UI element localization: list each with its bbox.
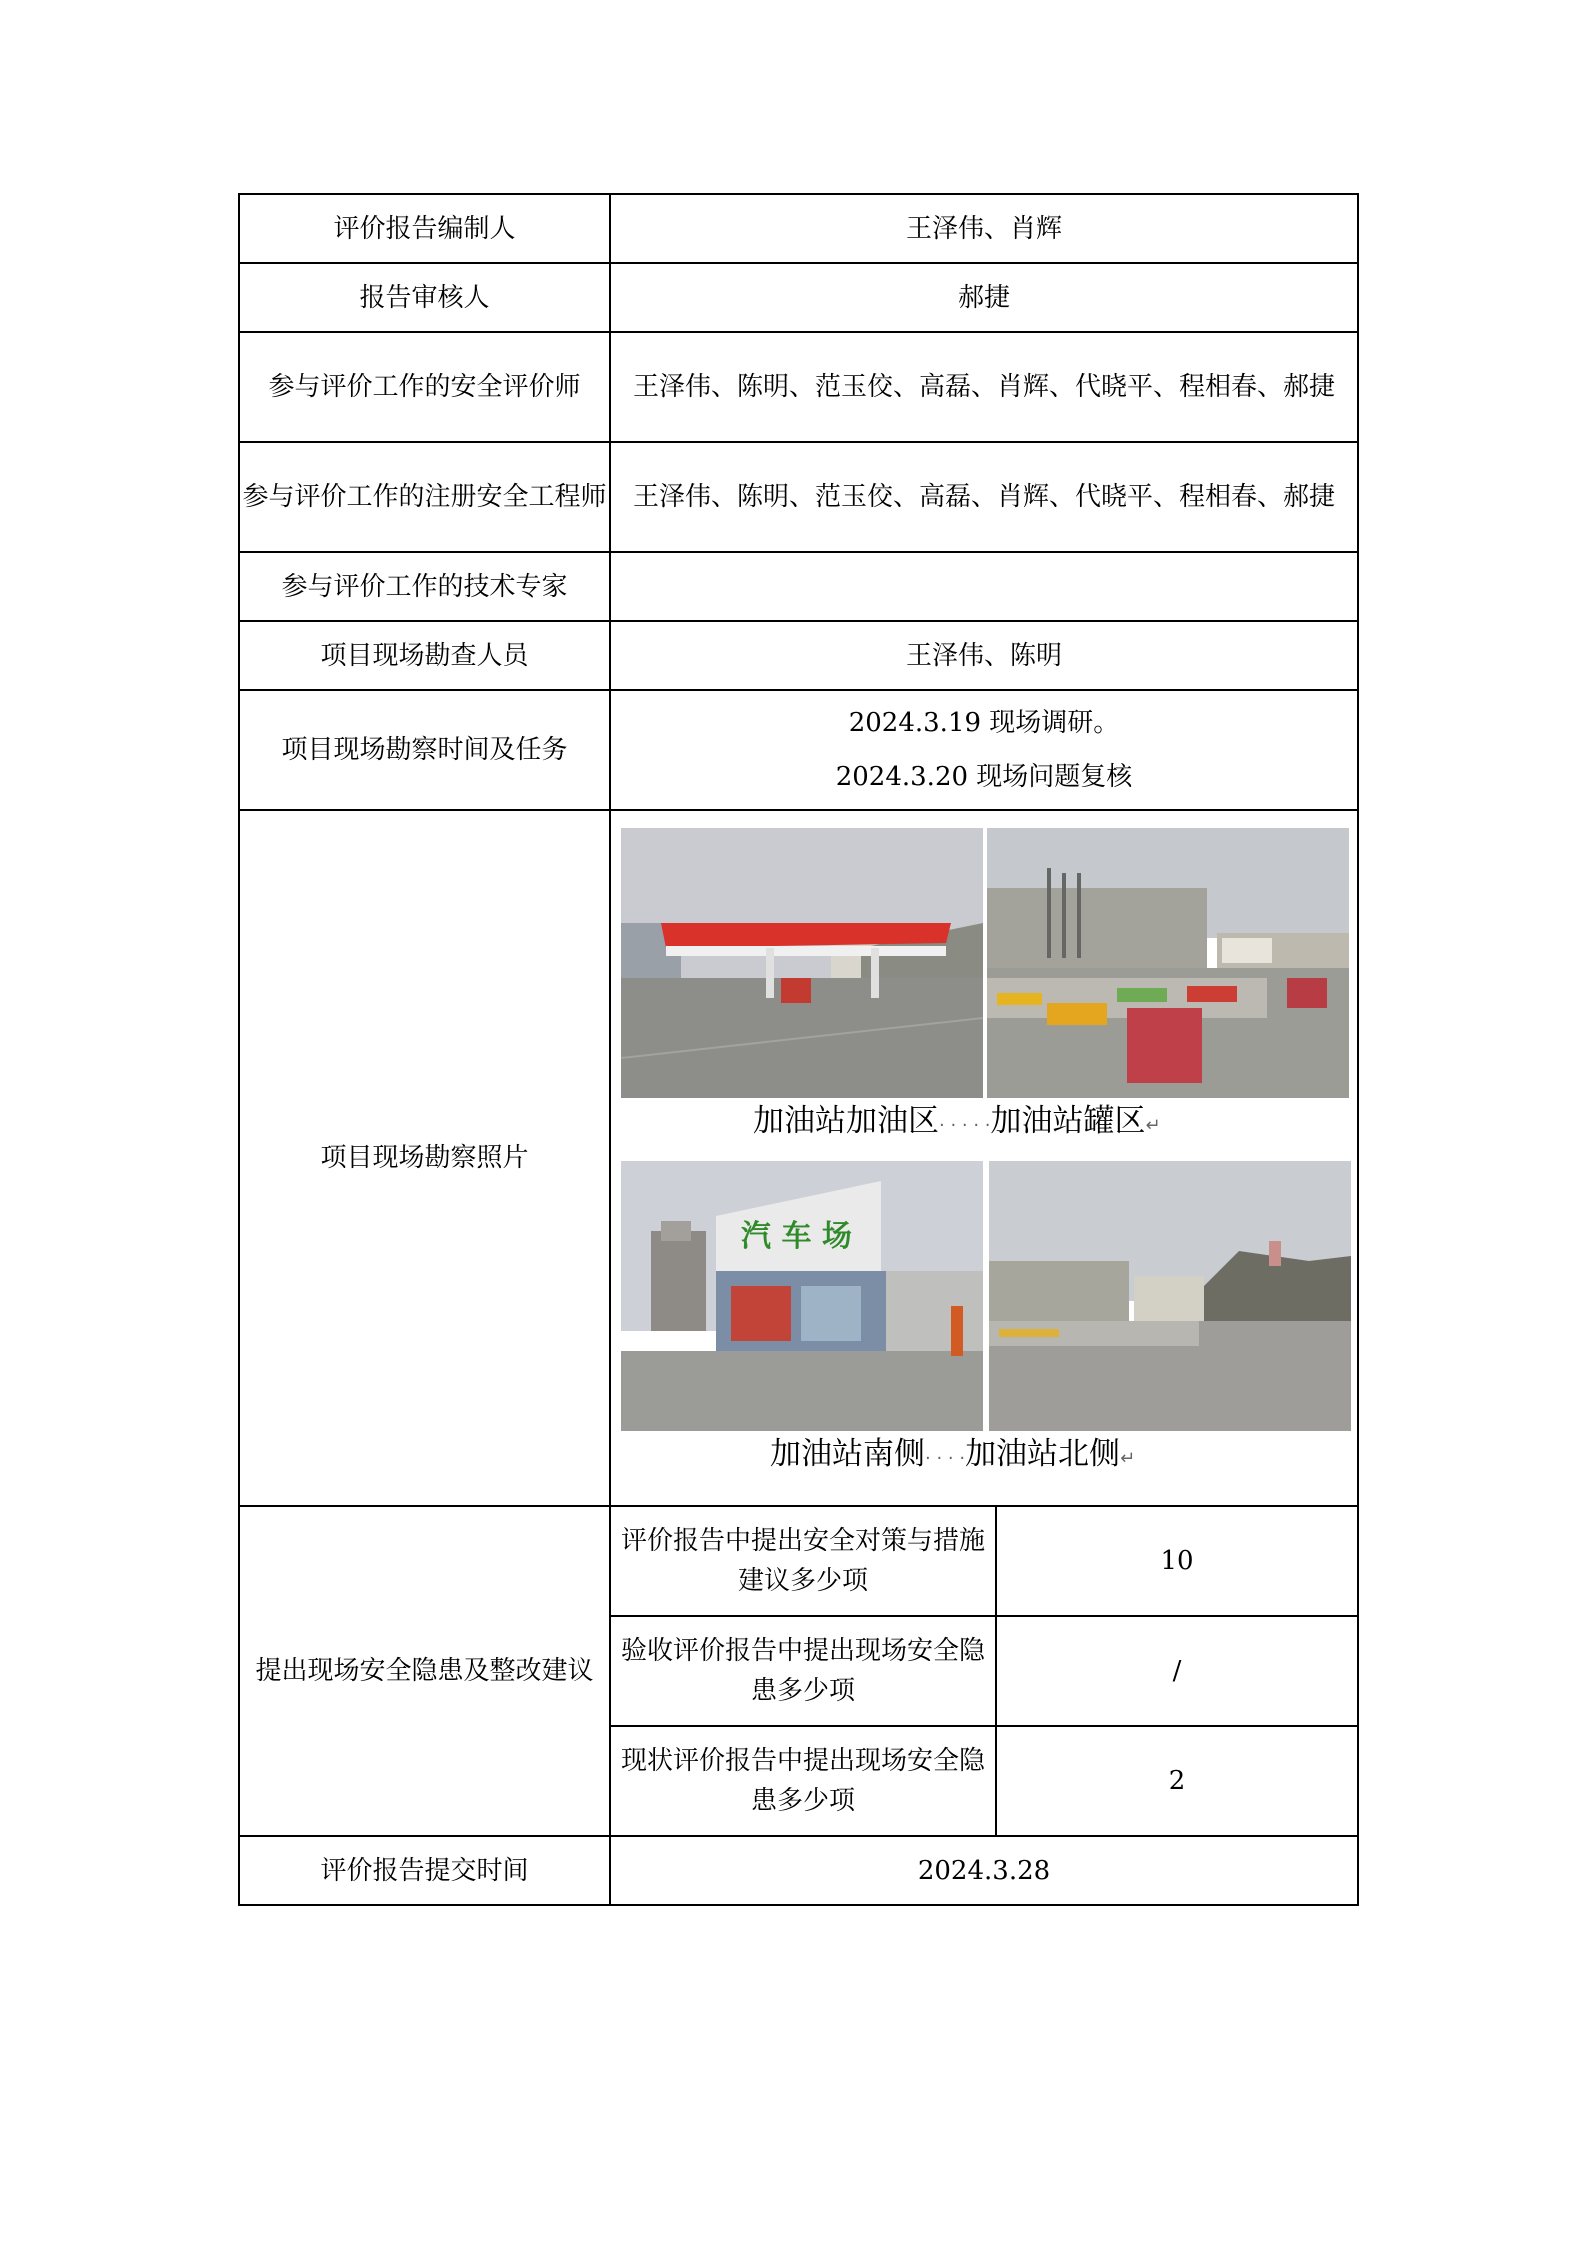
reviewer-value: 郝捷	[610, 263, 1358, 332]
engineers-value: 王泽伟、陈明、范玉佼、高磊、肖辉、代晓平、程相春、郝捷	[610, 442, 1358, 552]
experts-label: 参与评价工作的技术专家	[239, 552, 610, 621]
experts-value	[610, 552, 1358, 621]
hazard-question-2: 验收评价报告中提出现场安全隐患多少项	[610, 1616, 996, 1726]
hazard-answer-3: 2	[996, 1726, 1358, 1836]
caption-south-side: 加油站南侧	[770, 1436, 925, 1472]
survey-time-line-1: 2024.3.19 现场调研。	[848, 708, 1120, 738]
reviewer-label: 报告审核人	[239, 263, 610, 332]
surveyors-label: 项目现场勘查人员	[239, 621, 610, 690]
photo-south-side	[621, 1161, 983, 1431]
engineers-label: 参与评价工作的注册安全工程师	[239, 442, 610, 552]
caption-top	[753, 1102, 1161, 1145]
return-mark-icon: ↵	[1145, 1115, 1161, 1136]
survey-time-label: 项目现场勘察时间及任务	[239, 690, 610, 810]
caption-fueling-area: 加油站加油区	[753, 1103, 939, 1139]
assessors-label: 参与评价工作的安全评价师	[239, 332, 610, 442]
row-engineers	[239, 442, 1358, 552]
caption-tank-area: 加油站罐区	[990, 1103, 1146, 1139]
photo-north-side	[989, 1161, 1351, 1431]
svg-text:汽 车 场: 汽 车 场	[741, 1219, 852, 1254]
hazard-question-3: 现状评价报告中提出现场安全隐患多少项	[610, 1726, 996, 1836]
hazard-question-1: 评价报告中提出安全对策与措施建议多少项	[610, 1506, 996, 1616]
hazards-label: 提出现场安全隐患及整改建议	[239, 1506, 610, 1836]
photo-fueling-area	[621, 828, 983, 1098]
surveyors-value: 王泽伟、陈明	[610, 621, 1358, 690]
caption-bottom-dots: · · · ·	[925, 1448, 966, 1469]
return-mark-icon-2: ↵	[1120, 1448, 1136, 1469]
caption-bottom	[770, 1435, 1135, 1478]
row-survey-time	[239, 690, 1358, 810]
compiler-label: 评价报告编制人	[239, 194, 610, 263]
photo-grid	[618, 811, 1350, 1501]
caption-north-side: 加油站北侧	[965, 1436, 1121, 1472]
hazard-answer-2: /	[996, 1616, 1358, 1726]
row-photos	[239, 810, 1358, 1506]
photo-tank-area	[987, 828, 1349, 1098]
row-hazard-1	[239, 1506, 1358, 1616]
submit-time-label: 评价报告提交时间	[239, 1836, 610, 1905]
survey-time-value	[610, 690, 1358, 810]
compiler-value: 王泽伟、肖辉	[610, 194, 1358, 263]
caption-top-dots: · · · · ·	[939, 1115, 991, 1136]
assessors-value: 王泽伟、陈明、范玉佼、高磊、肖辉、代晓平、程相春、郝捷	[610, 332, 1358, 442]
report-info-table	[238, 193, 1359, 1906]
submit-time-value: 2024.3.28	[610, 1836, 1358, 1905]
row-compiler	[239, 194, 1358, 263]
row-submit-time	[239, 1836, 1358, 1905]
row-surveyors	[239, 621, 1358, 690]
row-assessors	[239, 332, 1358, 442]
row-experts	[239, 552, 1358, 621]
survey-time-line-2: 2024.3.20 现场问题复核	[835, 762, 1133, 792]
row-reviewer	[239, 263, 1358, 332]
photos-label: 项目现场勘察照片	[239, 810, 610, 1506]
hazard-answer-1: 10	[996, 1506, 1358, 1616]
photos-cell	[610, 810, 1358, 1506]
